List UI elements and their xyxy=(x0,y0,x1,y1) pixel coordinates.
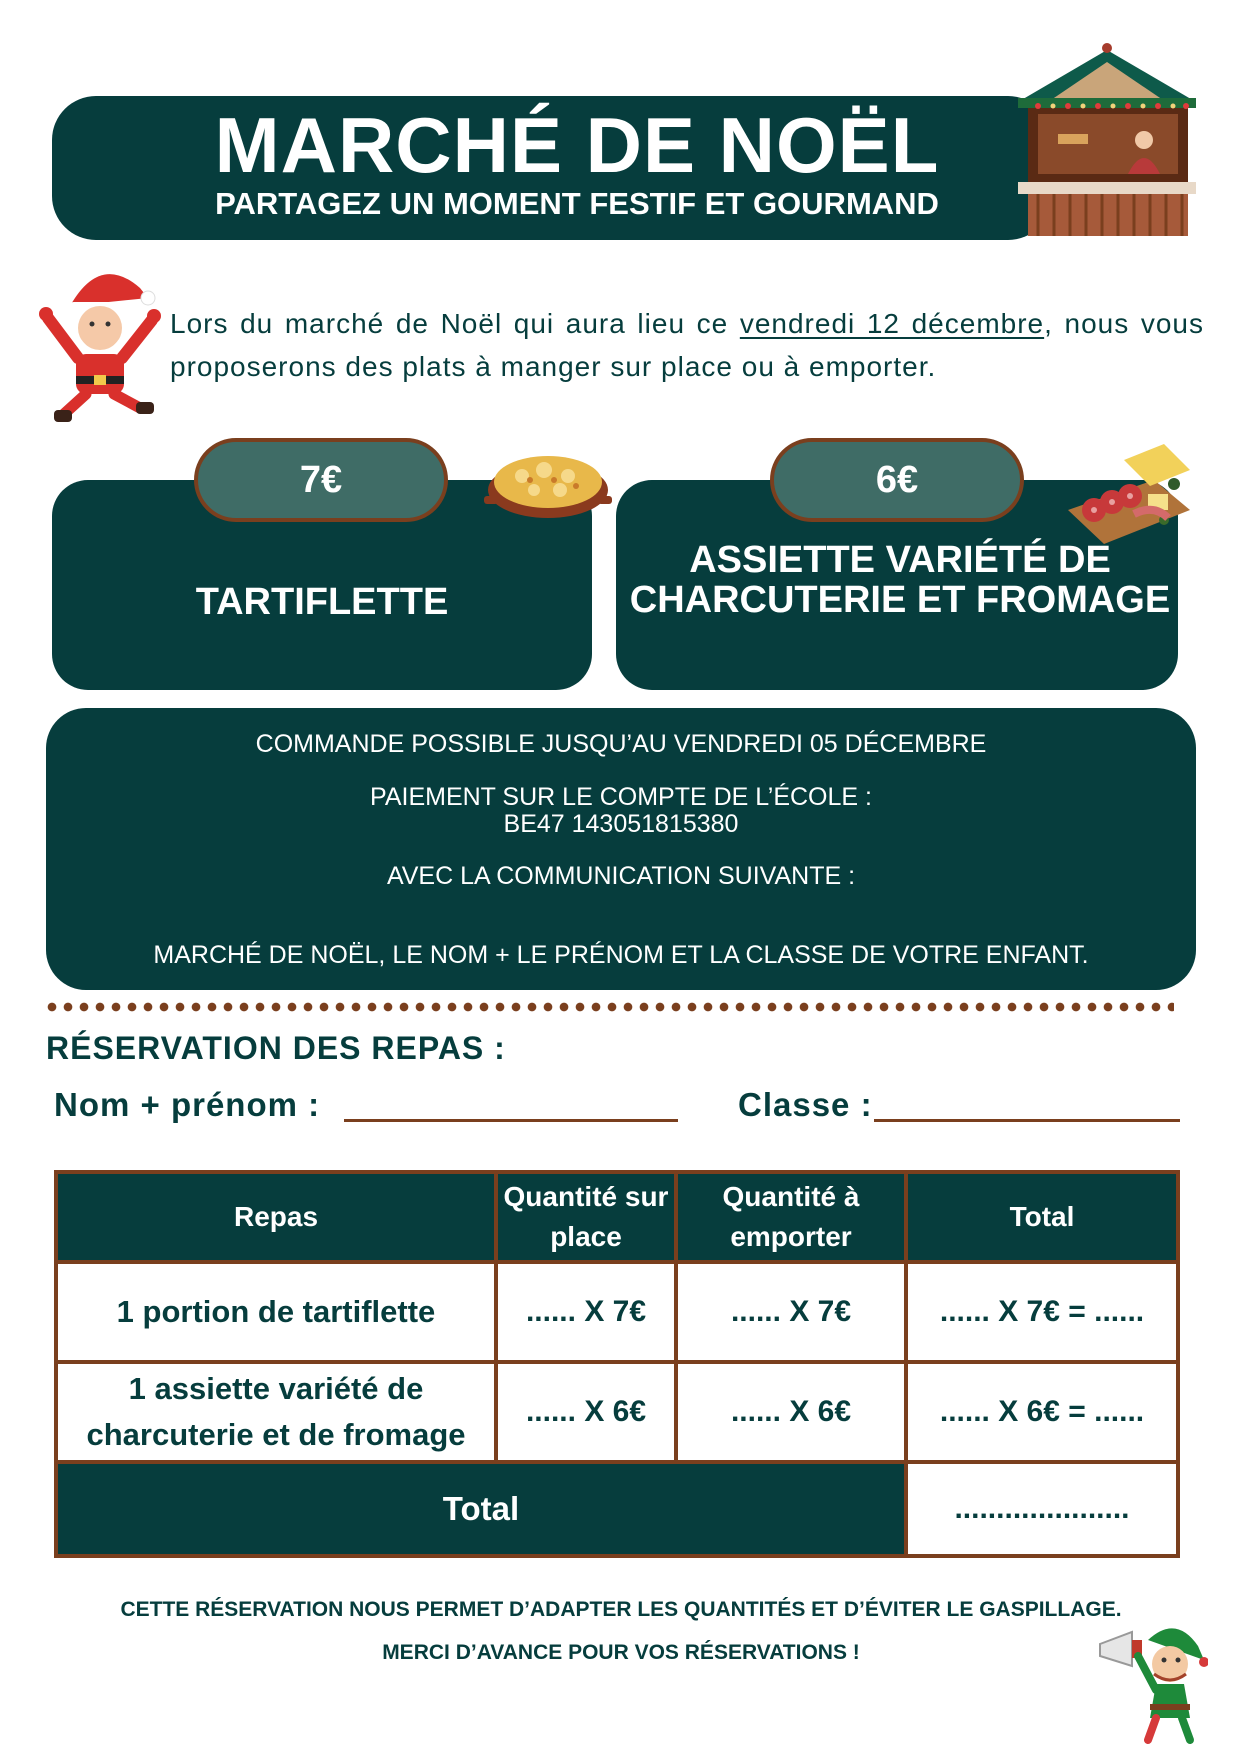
dotted-divider xyxy=(44,1002,1174,1012)
communication-label: AVEC LA COMMUNICATION SUIVANTE : xyxy=(386,862,856,890)
row-total-field[interactable]: ...... X 7€ = ...... xyxy=(906,1262,1178,1362)
table-total-row xyxy=(56,1462,1178,1556)
dish-name-tartiflette: TARTIFLETTE xyxy=(195,581,449,623)
intro-part2: , nous vous proposerons des plats à manger sur place ou à emporter. xyxy=(170,308,1204,382)
dish-name-assiette: ASSIETTE VARIÉTÉ DE CHARCUTERIE ET FROMAGE xyxy=(629,539,1171,621)
christmas-stall-icon xyxy=(1018,42,1196,242)
header-repas: Repas xyxy=(56,1172,496,1262)
santa-icon xyxy=(30,258,170,428)
row-total-field[interactable]: ...... X 6€ = ...... xyxy=(906,1362,1178,1462)
class-label: Classe : xyxy=(738,1086,873,1123)
charcuterie-board-icon xyxy=(1064,440,1194,550)
qty-on-site-field[interactable]: ...... X 6€ xyxy=(496,1362,676,1462)
grand-total-field[interactable]: ..................... xyxy=(906,1462,1178,1556)
reservation-table xyxy=(54,1170,1180,1558)
page-title: MARCHÉ DE NOËL xyxy=(214,101,940,189)
qty-takeaway-field[interactable]: ...... X 7€ xyxy=(676,1262,906,1362)
table-row xyxy=(56,1362,1178,1462)
name-label: Nom + prénom : xyxy=(54,1086,321,1123)
header-sur-place: Quantité sur place xyxy=(496,1172,676,1262)
intro-text xyxy=(170,302,1204,388)
header-total: Total xyxy=(906,1172,1178,1262)
table-row xyxy=(56,1262,1178,1362)
row-meal: 1 assiette variété de charcuterie et de fromage xyxy=(56,1362,496,1462)
name-field[interactable] xyxy=(344,1119,678,1122)
school-iban: BE47 143051815380 xyxy=(503,810,739,838)
reservation-title: RÉSERVATION DES REPAS : xyxy=(46,1030,506,1066)
price-badge-assiette: 6€ xyxy=(770,438,1024,522)
qty-takeaway-field[interactable]: ...... X 6€ xyxy=(676,1362,906,1462)
price-badge-tartiflette: 7€ xyxy=(194,438,448,522)
communication-text: MARCHÉ DE NOËL, LE NOM + LE PRÉNOM ET LA CLASSE DE VOTRE ENFANT. xyxy=(153,941,1089,969)
class-field[interactable] xyxy=(874,1119,1180,1122)
qty-on-site-field[interactable]: ...... X 7€ xyxy=(496,1262,676,1362)
row-meal: 1 portion de tartiflette xyxy=(56,1262,496,1362)
elf-megaphone-icon xyxy=(1098,1620,1208,1750)
intro-date: vendredi 12 décembre xyxy=(739,308,1045,339)
gratin-dish-icon xyxy=(482,438,614,528)
order-deadline: COMMANDE POSSIBLE JUSQU’AU VENDREDI 05 DÉCEMBRE xyxy=(255,730,987,758)
page-subtitle: PARTAGEZ UN MOMENT FESTIF ET GOURMAND xyxy=(215,186,939,221)
header-emporter: Quantité à emporter xyxy=(676,1172,906,1262)
total-label: Total xyxy=(56,1462,906,1556)
table-header-row xyxy=(56,1172,1178,1262)
intro-part1: Lors du marché de Noël qui aura lieu ce xyxy=(170,308,740,339)
footer-thanks: MERCI D’AVANCE POUR VOS RÉSERVATIONS ! xyxy=(382,1641,860,1664)
footer-note: CETTE RÉSERVATION NOUS PERMET D’ADAPTER LES QUANTITÉS ET D’ÉVITER LE GASPILLAGE. xyxy=(120,1598,1122,1621)
payment-instructions: PAIEMENT SUR LE COMPTE DE L’ÉCOLE : xyxy=(370,783,872,811)
